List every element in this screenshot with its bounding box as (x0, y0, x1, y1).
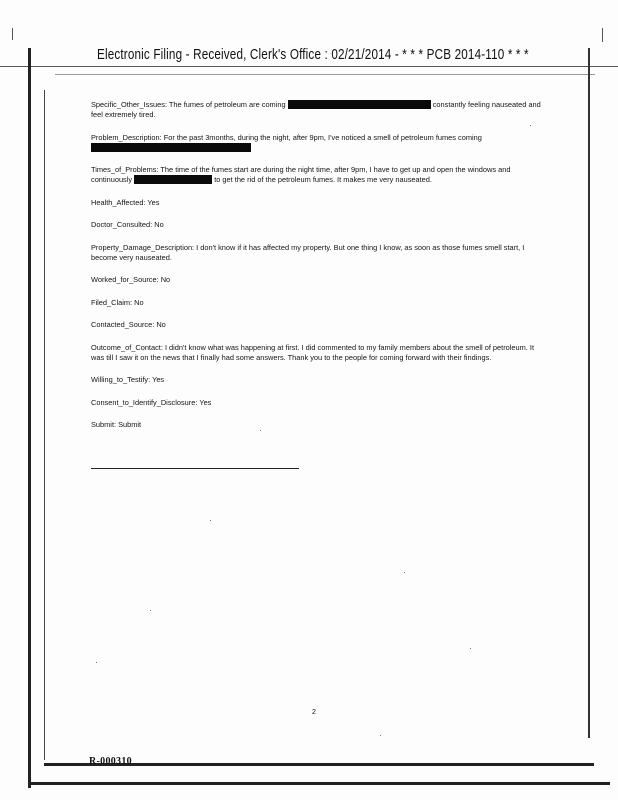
specific-other-issues-text-after: constantly feeling nauseated and feel extremely tired. (91, 100, 541, 119)
complaint-form-content (91, 100, 541, 443)
bates-number: R-000310 (89, 756, 132, 767)
problem-description-text: Problem_Description: For the past 3months, during the night, after 9pm, I've noticed a smell of petroleum fumes coming (91, 132, 482, 142)
bottom-border-lower (30, 782, 610, 785)
times-of-problems-text-after: to get the rid of the petroleum fumes. It makes me very nauseated. (214, 175, 432, 184)
header-rule-secondary (55, 74, 595, 75)
field-willing-to-testify: Willing_to_Testify: Yes (91, 375, 165, 384)
field-problem-description (91, 133, 541, 153)
scan-speck (210, 520, 211, 521)
scan-speck (150, 610, 151, 611)
left-border-outer (28, 48, 31, 788)
field-filed-claim: Filed_Claim: No (91, 297, 144, 307)
page-number: 2 (312, 709, 316, 716)
field-times-of-problems (91, 165, 541, 185)
right-border (588, 48, 590, 738)
scan-speck (380, 735, 381, 736)
redaction-box (134, 175, 212, 184)
scan-speck (470, 648, 471, 649)
field-specific-other-issues (91, 100, 541, 120)
redaction-box (288, 100, 431, 109)
redaction-box (91, 143, 251, 152)
field-submit: Submit: Submit (91, 420, 142, 429)
electronic-filing-stamp: Electronic Filing - Received, Clerk's Office : 02/21/2014 - * * * PCB 2014-110 * * * (97, 46, 529, 63)
field-doctor-consulted: Doctor_Consulted: No (91, 220, 164, 229)
field-worked-for-source: Worked_for_Source: No (91, 275, 171, 284)
signature-line (91, 468, 299, 469)
field-property-damage-description: Property_Damage_Description: I don't know if it has affected my property. But one thing I know, as soon as those fumes smell start, I become very nauseated. (91, 242, 525, 262)
field-outcome-of-contact: Outcome_of_Contact: I didn't know what was happening at first. I did commented to my family members about the smell of petroleum. It was till I saw it on the news that I finally had some answers. Thank you to the people for coming forward with their findings. (91, 342, 535, 362)
scan-speck (96, 662, 97, 663)
header-rule (0, 66, 618, 67)
field-consent-to-identify-disclosure: Consent_to_Identify_Disclosure: Yes (91, 397, 212, 407)
times-of-problems-text-before: Times_of_Problems: The time of the fumes start are during the night time, after 9pm, I have to get up and open the windows and continuously (91, 165, 511, 184)
field-contacted-source: Contacted_Source: No (91, 320, 166, 329)
scan-mark-left (12, 28, 13, 40)
left-border-inner (44, 90, 45, 760)
scan-speck (260, 430, 261, 431)
scan-mark-right (602, 28, 603, 42)
specific-other-issues-text-before: Specific_Other_Issues: The fumes of petroleum are coming (91, 100, 286, 109)
scan-speck (404, 572, 405, 573)
scan-speck (530, 125, 531, 126)
field-health-affected: Health_Affected: Yes (91, 197, 160, 207)
